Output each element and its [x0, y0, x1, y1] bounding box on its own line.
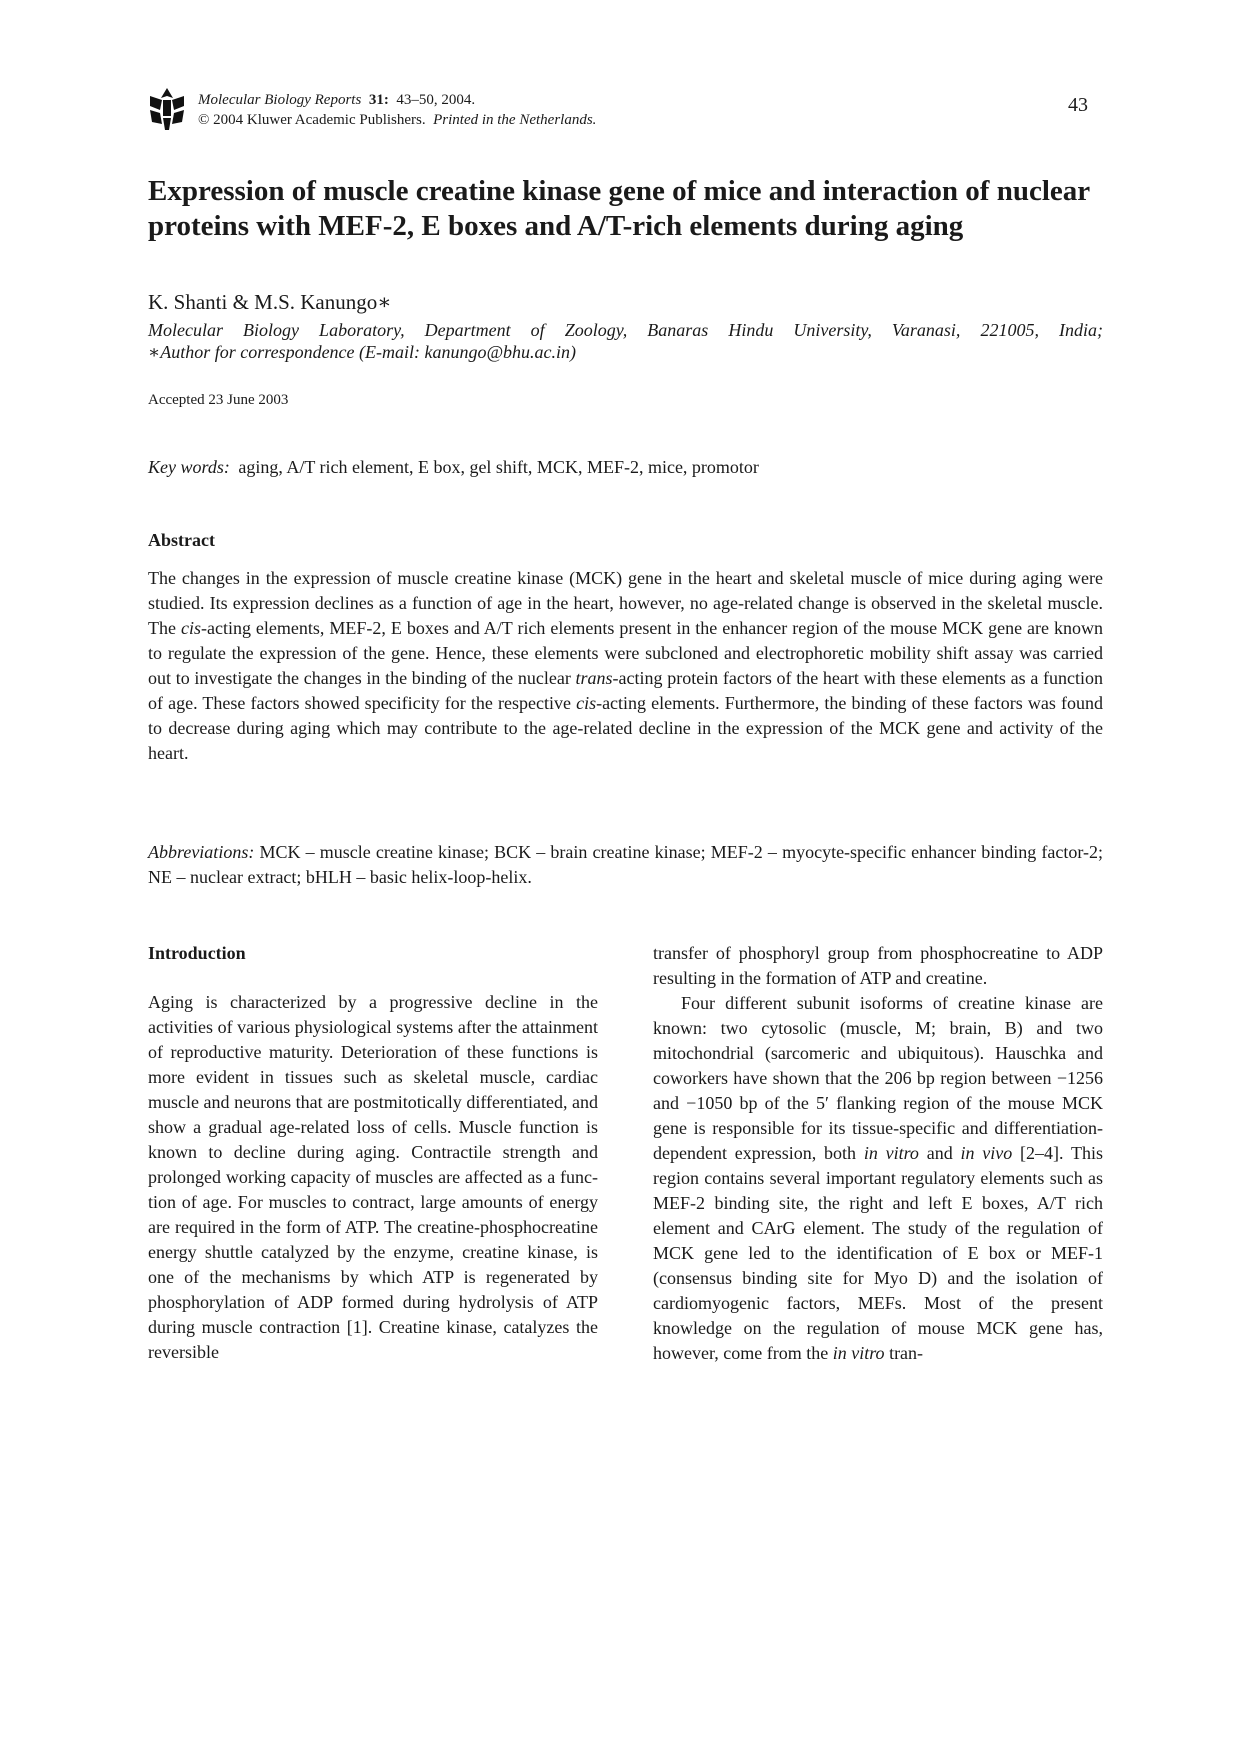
- abstract-text: -acting protein factors of the heart with these elements as a function of age. These factors showed specificity for the respective: [148, 668, 1103, 713]
- column-left: [148, 941, 598, 1365]
- introduction-heading: Introduction: [148, 943, 246, 963]
- abstract-text: The changes in the expression of muscle creatine kinase (MCK) gene in the heart and skeletal muscle of mice during aging were studied. Its expression declines as a function of age in the heart, however, no age-related change is observed in the skeletal muscle. The: [148, 568, 1103, 638]
- journal-citation: [198, 90, 596, 130]
- intro-text: [2–4]. This region contains several important regulatory elements such as MEF-2 binding site, the right and left E boxes, A/T rich element and CArG element. The study of the regulation of MCK gene led to the identification of E box or MEF-1 (consensus binding site for Myo D) and the isolation of cardiomyogenic factors, MEFs. Most of the present knowledge on the regulation of mouse MCK gene has, however, come from the: [653, 1143, 1103, 1363]
- abstract-heading: Abstract: [148, 530, 215, 550]
- correspondence: ∗Author for correspondence (E-mail: kanungo@bhu.ac.in): [148, 342, 577, 362]
- paper-title: Expression of muscle creatine kinase gene of mice and interaction of nuclear proteins with MEF-2, E boxes and A/T-rich elements during aging: [148, 175, 1090, 242]
- copyright: © 2004 Kluwer Academic Publishers.: [198, 112, 426, 128]
- intro-text: Four different subunit isoforms of creatine kinase are known: two cytosolic (muscle, M; brain, B) and two mitochondrial (sarcomeric and ubiquitous). Hauschka and coworkers have shown that the 206 bp region between −1256 and −1050 bp of the 5′ flanking region of the mouse MCK gene is responsible for its tissue-specific and differentiation-dependent expression, both: [653, 993, 1103, 1163]
- abstract-body: [148, 566, 1103, 766]
- intro-text: tran-: [884, 1343, 924, 1363]
- page-number: 43: [1068, 94, 1088, 116]
- abstract-italic: cis: [180, 618, 201, 638]
- journal-name: Molecular Biology Reports: [198, 92, 362, 108]
- journal-volume: 31:: [368, 92, 389, 108]
- intro-paragraph: [653, 991, 1103, 1366]
- abstract-text: -acting elements, MEF-2, E boxes and A/T rich elements present in the enhancer region of the mouse MCK gene are known to regulate the expression of the gene. Hence, these elements were subcloned and electrophoretic mobility shift assay was carried out to investigate the changes in the binding of the nuclear: [148, 618, 1103, 688]
- printed-note: Printed in the Netherlands.: [433, 112, 597, 128]
- keywords: [148, 457, 759, 478]
- abbreviations: [148, 840, 1103, 890]
- intro-paragraph: Aging is characterized by a progressive decline in the activities of various physiological systems after the attainment of reproductive maturity. Deterioration of these functions is more evident in tissues such as skeletal muscle, cardiac muscle and neurons that are postmitotically differentiated, and show a gradual age-related loss of cells. Muscle function is known to decline during aging. Contractile strength and prolonged working capacity of muscles are affected as a function of age. For muscles to contract, large amounts of energy are required in the form of ATP. The creatine-phosphocreatine energy shuttle catalyzed by the enzyme, creatine kinase, is one of the mechanisms by which ATP is regenerated by phosphorylation of ADP formed during hydrolysis of ATP during muscle contraction [1]. Creatine kinase, catalyzes the reversible: [148, 992, 598, 1362]
- intro-italic: in vivo: [960, 1143, 1013, 1163]
- intro-text: and: [918, 1143, 961, 1163]
- abbreviations-label: Abbreviations:: [148, 842, 255, 862]
- affiliation: Molecular Biology Laboratory, Department of Zoology, Banaras Hindu University, Varanasi, 221005, India;: [148, 320, 1103, 340]
- abbreviations-text: MCK – muscle creatine kinase; BCK – brain creatine kinase; MEF-2 – myocyte-specific enhancer binding factor-2; NE – nuclear extract; bHLH – basic helix-loop-helix.: [148, 842, 1104, 887]
- abstract-text: -acting elements. Furthermore, the binding of these factors was found to decrease during aging which may contribute to the age-related decline in the expression of the MCK gene and activity of the heart.: [148, 693, 1104, 763]
- kluwer-logo-icon: [148, 86, 186, 132]
- authors: K. Shanti & M.S. Kanungo∗: [148, 290, 392, 314]
- intro-italic: in vitro: [863, 1143, 919, 1163]
- journal-pages: 43–50, 2004.: [396, 92, 476, 108]
- accepted-date: Accepted 23 June 2003: [148, 392, 289, 408]
- abstract-italic: trans: [575, 668, 613, 688]
- abstract-italic: cis: [576, 693, 597, 713]
- column-right: [653, 941, 1103, 1366]
- keywords-label: Key words:: [148, 457, 230, 477]
- intro-italic: in vitro: [832, 1343, 885, 1363]
- intro-paragraph: transfer of phosphoryl group from phosphocreatine to ADP resulting in the formation of ATP and creatine.: [653, 943, 1103, 988]
- keywords-text: aging, A/T rich element, E box, gel shift, MCK, MEF-2, mice, promotor: [238, 457, 759, 477]
